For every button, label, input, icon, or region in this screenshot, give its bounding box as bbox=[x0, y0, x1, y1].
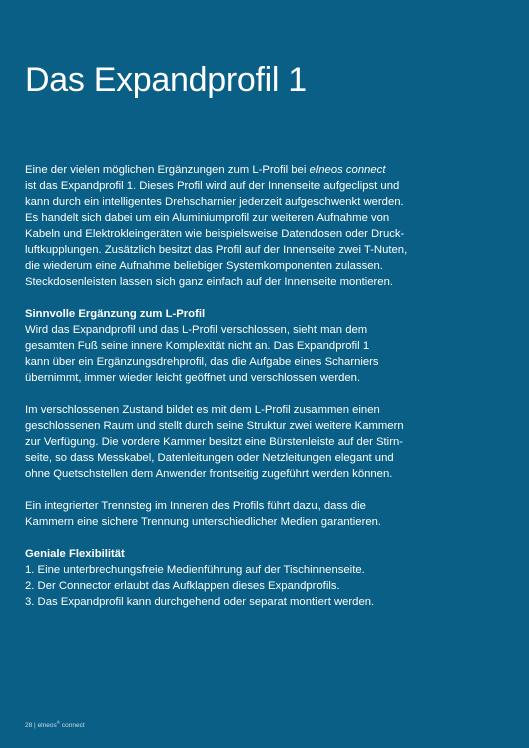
page-footer bbox=[25, 718, 85, 731]
footer-brand: elneos bbox=[37, 722, 57, 730]
section2-heading: Geniale Flexibilität bbox=[25, 548, 125, 560]
spacer bbox=[25, 386, 510, 402]
page-number: 28 bbox=[25, 722, 33, 730]
intro-line: Steckdosenleisten lassen sich ganz einfach auf der Innenseite montieren. bbox=[25, 276, 394, 288]
section1-line: übernimmt, immer wieder leicht geöffnet und verschlossen werden. bbox=[25, 372, 361, 384]
intro-line: kann durch ein intelligentes Drehscharnier jederzeit aufgeschwenkt werden. bbox=[25, 196, 404, 208]
section1-line: kann über ein Ergänzungsdrehprofil, das die Aufgabe eines Scharniers bbox=[25, 356, 379, 368]
footer-brand-suffix: connect bbox=[60, 722, 85, 730]
spacer bbox=[25, 482, 510, 498]
section1-line: Wird das Expandprofil und das L-Profil verschlossen, sieht man dem bbox=[25, 324, 368, 336]
intro-line bbox=[25, 162, 510, 178]
section1-line: Im verschlossenen Zustand bildet es mit dem L-Profil zusammen einen bbox=[25, 404, 380, 416]
section1-paragraph1 bbox=[25, 306, 510, 386]
intro-line-text: Eine der vielen möglichen Ergänzungen zum L-Profil bei bbox=[25, 164, 310, 176]
intro-line: Es handelt sich dabei um ein Aluminiumprofil zur weiteren Aufnahme von bbox=[25, 212, 390, 224]
section1-line: Kammern eine sichere Trennung unterschiedlicher Medien garantieren. bbox=[25, 516, 382, 528]
intro-line: die wiederum eine Aufnahme beliebiger Systemkomponenten zulassen. bbox=[25, 260, 383, 272]
intro-line: luftkupplungen. Zusätzlich besitzt das Profil auf der Innenseite zwei T-Nuten, bbox=[25, 244, 408, 256]
list-item: 3. Das Expandprofil kann durchgehend oder separat montiert werden. bbox=[25, 596, 375, 608]
section2-list bbox=[25, 546, 510, 610]
footer-separator: | bbox=[34, 722, 36, 730]
section1-line: seite, so dass Messkabel, Datenleitungen oder Netzleitungen elegant und bbox=[25, 452, 394, 464]
list-item: 1. Eine unterbrechungsfreie Medienführung auf der Tischinnenseite. bbox=[25, 564, 365, 576]
section1-line: zur Verfügung. Die vordere Kammer besitzt eine Bürstenleiste auf der Stirn- bbox=[25, 436, 403, 448]
section1-line: ohne Quetschstellen dem Anwender frontseitig zugeführt werden können. bbox=[25, 468, 393, 480]
section1-line: gesamten Fuß seine innere Komplexität nicht an. Das Expandprofil 1 bbox=[25, 340, 370, 352]
intro-line: ist das Expandprofil 1. Dieses Profil wird auf der Innenseite aufgeclipst und bbox=[25, 180, 400, 192]
body-content bbox=[25, 162, 510, 610]
page-title: Das Expandprofil 1 bbox=[25, 61, 307, 99]
section1-line: Ein integrierter Trennsteg im Inneren des Profils führt dazu, dass die bbox=[25, 500, 366, 512]
spacer bbox=[25, 530, 510, 546]
intro-line: Kabeln und Elektrokleingeräten wie beispielsweise Datendosen oder Druck- bbox=[25, 228, 405, 240]
list-item: 2. Der Connector erlaubt das Aufklappen dieses Expandprofils. bbox=[25, 580, 340, 592]
registered-mark: ® bbox=[56, 720, 61, 725]
spacer bbox=[25, 290, 510, 306]
intro-paragraph bbox=[25, 162, 510, 290]
section1-line: geschlossenen Raum und stellt durch seine Struktur zwei weitere Kammern bbox=[25, 420, 404, 432]
section1-heading: Sinnvolle Ergänzung zum L-Profil bbox=[25, 308, 206, 320]
section1-paragraph2 bbox=[25, 402, 510, 482]
section1-paragraph3 bbox=[25, 498, 510, 530]
brand-name: elneos connect bbox=[309, 164, 386, 176]
